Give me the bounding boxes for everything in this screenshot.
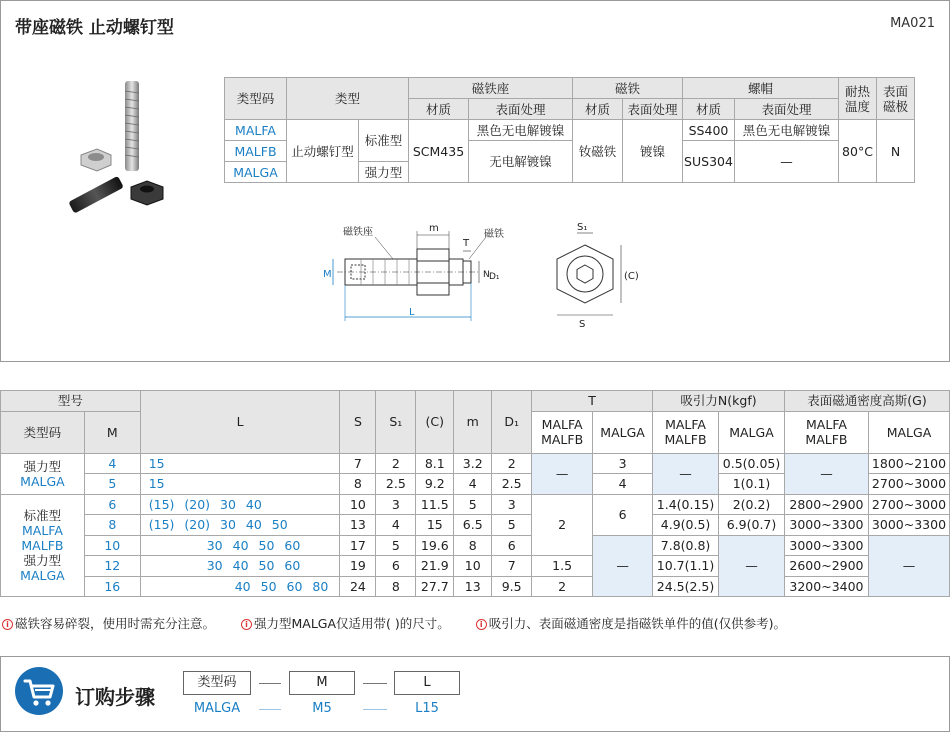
page-title: 带座磁铁 止动螺钉型: [15, 18, 174, 38]
cell: 4.9(0.5): [653, 515, 719, 536]
cell: 19.6: [416, 535, 454, 556]
order-value-M: M5: [312, 701, 332, 716]
type-strong: 强力型: [359, 162, 409, 183]
seat-surface-2: 无电解镀镍: [469, 141, 573, 183]
col-T-malfab: MALFA MALFB: [532, 411, 593, 453]
cell: 27.7: [416, 576, 454, 597]
divider: [363, 683, 387, 684]
col-pole: 表面磁极: [877, 78, 915, 120]
table-row-M: 12: [84, 556, 140, 577]
cell: 7.8(0.8): [653, 535, 719, 556]
product-spec-panel: [0, 0, 950, 362]
cell: 2700~3000: [868, 474, 949, 495]
table-row-M: 4: [84, 453, 140, 474]
seat-material: SCM435: [409, 120, 469, 183]
cell: 4: [376, 515, 416, 536]
divider: [259, 709, 281, 710]
col-model: 型号: [1, 391, 141, 412]
cell: —: [784, 453, 868, 494]
cell: 5: [492, 515, 532, 536]
label-seat: 磁铁座: [343, 227, 373, 238]
table-row-M: 16: [84, 576, 140, 597]
cell: 7: [340, 453, 376, 474]
table-row-L: 15: [140, 474, 340, 495]
label-S: S: [579, 319, 586, 330]
cell: 3: [376, 494, 416, 515]
cell: 2: [492, 453, 532, 474]
cell: 1(0.1): [719, 474, 785, 495]
cell: 2: [532, 494, 593, 556]
label-C: (C): [624, 271, 639, 282]
cell: 2.5: [376, 474, 416, 495]
label-m: m: [429, 223, 439, 234]
col-heat: 耐热温度: [839, 78, 877, 120]
cell: 3000~3300: [868, 515, 949, 536]
col-T-malga: MALGA: [593, 411, 653, 453]
cap-surface-1: 黑色无电解镀镍: [735, 120, 839, 141]
order-value-type-code: MALGA: [193, 701, 241, 716]
col-flux: 表面磁通密度高斯(G): [784, 391, 949, 412]
info-icon: i: [241, 619, 252, 630]
cell: 2600~2900: [784, 556, 868, 577]
type-code-malfb: MALFB: [225, 141, 287, 162]
note: i 磁铁容易碎裂，使用时需充分注意。: [2, 616, 215, 631]
col-force-malfab: MALFA MALFB: [653, 411, 719, 453]
cell: 3000~3300: [784, 535, 868, 556]
cap-surface-2: —: [735, 141, 839, 183]
cell: 8: [454, 535, 492, 556]
cell: 2.5: [492, 474, 532, 495]
cell: 1.4(0.15): [653, 494, 719, 515]
order-box-L: L: [394, 671, 460, 695]
note: i 强力型MALGA仅适用带( )的尺寸。: [241, 616, 450, 631]
table-row-L: (15) (20) 30 40 50: [140, 515, 340, 536]
order-box-type-code: 类型码: [183, 671, 251, 695]
spec-table: [224, 77, 915, 183]
cell: 19: [340, 556, 376, 577]
col-surface: 表面处理: [469, 99, 573, 120]
col-cap: 螺帽: [683, 78, 839, 99]
col-force: 吸引力N(kgf): [653, 391, 785, 412]
col-M: M: [84, 411, 140, 453]
table-row-L: (15) (20) 30 40: [140, 494, 340, 515]
table-row-L: 30 40 50 60: [140, 556, 340, 577]
col-type-code: 类型码: [1, 411, 85, 453]
cell: 10: [340, 494, 376, 515]
type-standard: 标准型: [359, 120, 409, 162]
cell: 13: [454, 576, 492, 597]
divider: [259, 683, 281, 684]
col-seat: 磁铁座: [409, 78, 573, 99]
label-L: L: [409, 307, 415, 318]
cell: 2: [376, 453, 416, 474]
label-magnet: 磁铁: [484, 229, 504, 240]
type-code-malfa: MALFA: [225, 120, 287, 141]
cell: —: [532, 453, 593, 494]
col-S: S: [340, 391, 376, 454]
table-row-L: 40 50 60 80: [140, 576, 340, 597]
cell: 13: [340, 515, 376, 536]
cell: —: [653, 453, 719, 494]
cell: 24: [340, 576, 376, 597]
cap-material-1: SS400: [683, 120, 735, 141]
note: i 吸引力、表面磁通密度是指磁铁单件的值(仅供参考)。: [476, 616, 786, 631]
cell: 3.2: [454, 453, 492, 474]
col-T: T: [532, 391, 653, 412]
cell: 6: [593, 494, 653, 535]
divider: [363, 709, 387, 710]
cell: 11.5: [416, 494, 454, 515]
cell: —: [868, 535, 949, 597]
col-flux-malga: MALGA: [868, 411, 949, 453]
col-type: 类型: [287, 78, 409, 120]
product-photo: [65, 77, 197, 217]
cell: 15: [416, 515, 454, 536]
col-magnet: 磁铁: [573, 78, 683, 99]
col-material: 材质: [573, 99, 623, 120]
col-S1: S₁: [376, 391, 416, 454]
cell: 8: [376, 576, 416, 597]
cell: 10: [454, 556, 492, 577]
table-row-M: 10: [84, 535, 140, 556]
table-row-M: 8: [84, 515, 140, 536]
cell: 2(0.2): [719, 494, 785, 515]
cell: 3: [593, 453, 653, 474]
cell: 7: [492, 556, 532, 577]
dimension-table: [0, 390, 950, 597]
order-box-M: M: [289, 671, 355, 695]
info-icon: i: [476, 619, 487, 630]
cell: —: [719, 535, 785, 597]
label-M: M: [323, 269, 332, 280]
table-row-L: 30 40 50 60: [140, 535, 340, 556]
order-steps-panel: [0, 656, 950, 732]
cell: 6: [376, 556, 416, 577]
order-value-L: L15: [415, 701, 439, 716]
label-S1: S₁: [577, 222, 588, 233]
group-strong: 强力型 MALGA: [1, 453, 85, 494]
cell: 3: [492, 494, 532, 515]
group-standard: 标准型 MALFA MALFB 强力型 MALGA: [1, 494, 85, 597]
cell: 1.5: [532, 556, 593, 577]
cell: 3200~3400: [784, 576, 868, 597]
cell: 8: [340, 474, 376, 495]
seat-surface-1: 黑色无电解镀镍: [469, 120, 573, 141]
magnet-material: 钕磁铁: [573, 120, 623, 183]
col-C: (C): [416, 391, 454, 454]
product-code: MA021: [890, 16, 935, 31]
cap-material-2: SUS304: [683, 141, 735, 183]
col-surface: 表面处理: [623, 99, 683, 120]
cell: 1800~2100: [868, 453, 949, 474]
info-icon: i: [2, 619, 13, 630]
cell: 5: [376, 535, 416, 556]
label-D1: D₁: [489, 272, 500, 282]
col-D1: D₁: [492, 391, 532, 454]
label-T: T: [463, 238, 470, 249]
cell: 10.7(1.1): [653, 556, 719, 577]
heat-value: 80°C: [839, 120, 877, 183]
table-row-M: 5: [84, 474, 140, 495]
cell: 4: [454, 474, 492, 495]
col-flux-malfab: MALFA MALFB: [784, 411, 868, 453]
col-material: 材质: [683, 99, 735, 120]
cell: 21.9: [416, 556, 454, 577]
cell: 0.5(0.05): [719, 453, 785, 474]
col-surface: 表面处理: [735, 99, 839, 120]
cell: 9.2: [416, 474, 454, 495]
col-m: m: [454, 391, 492, 454]
magnet-surface: 镀镍: [623, 120, 683, 183]
label-N: N: [483, 270, 490, 280]
type-code-malga: MALGA: [225, 162, 287, 183]
col-force-malga: MALGA: [719, 411, 785, 453]
col-L: L: [140, 391, 340, 454]
col-type-code: 类型码: [225, 78, 287, 120]
cell: 8.1: [416, 453, 454, 474]
cart-icon: [15, 667, 63, 715]
notes: [2, 614, 808, 632]
table-row-L: 15: [140, 453, 340, 474]
table-row-M: 6: [84, 494, 140, 515]
cell: 2700~3000: [868, 494, 949, 515]
cell: —: [593, 535, 653, 597]
technical-drawing: [321, 221, 651, 331]
pole-value: N: [877, 120, 915, 183]
cell: 24.5(2.5): [653, 576, 719, 597]
order-title: 订购步骤: [75, 685, 155, 709]
cell: 3000~3300: [784, 515, 868, 536]
cell: 6.5: [454, 515, 492, 536]
cell: 4: [593, 474, 653, 495]
cell: 5: [454, 494, 492, 515]
cell: 17: [340, 535, 376, 556]
cell: 2800~2900: [784, 494, 868, 515]
cell: 9.5: [492, 576, 532, 597]
cell: 6: [492, 535, 532, 556]
cell: 2: [532, 576, 593, 597]
type-main: 止动螺钉型: [287, 120, 359, 183]
col-material: 材质: [409, 99, 469, 120]
cell: 6.9(0.7): [719, 515, 785, 536]
